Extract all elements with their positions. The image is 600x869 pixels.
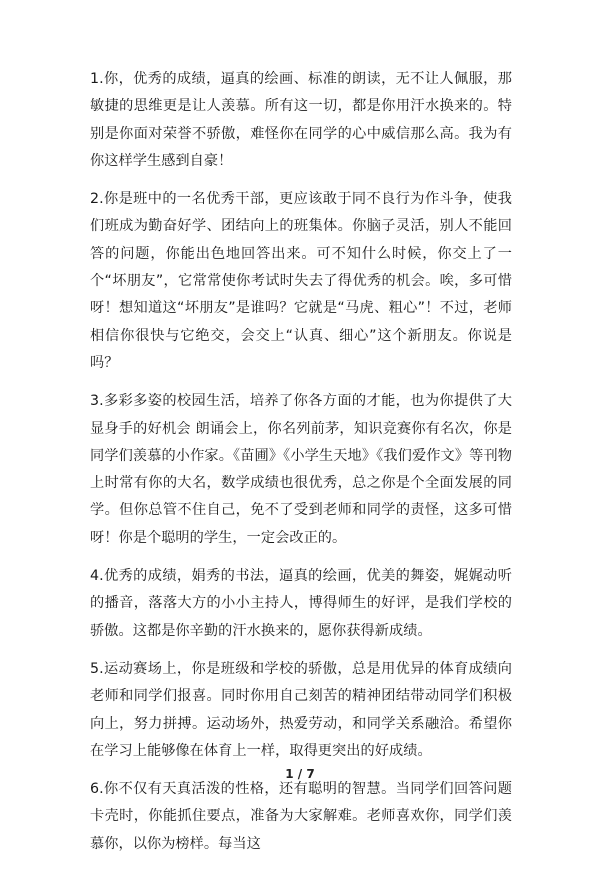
paragraph-3: 3.多彩多姿的校园生活，培养了你各方面的才能，也为你提供了大显身手的好机会 朗诵会上，你名列前茅，知识竞赛你有名次，你是同学们羡慕的小作家。《苗圃》《小学生天地》《我们爱作文》等刊物上时常有你的大名，数学成绩也很优秀，总之你是个全面发展的同学。但你总管不住自己，免不了受到老师和同学的责怪，这多可惜呀！你是个聪明的学生，一定会改正的。 — [90, 393, 512, 546]
paragraph-1: 1.你，优秀的成绩，逼真的绘画、标准的朗读，无不让人佩服，那敏捷的思维更是让人羡慕。所有这一切，都是你用汗水换来的。特别是你面对荣誉不骄傲，难怪你在同学的心中威信那么高。我为有你这样学生感到自豪！ — [90, 71, 512, 169]
paragraph-5: 5.运动赛场上，你是班级和学校的骄傲，总是用优异的体育成绩向老师和同学们报喜。同时你用自己刻苦的精神团结带动同学们积极向上，努力拼搏。运动场外，热爱劳动，和同学关系融洽。希望你在学习上能够像在体育上一样，取得更突出的好成绩。 — [90, 660, 512, 759]
page-number: 1 / 7 — [285, 767, 315, 781]
document-body — [90, 66, 512, 869]
paragraph-6: 6.你不仅有天真活泼的性格，还有聪明的智慧。当同学们回答问题卡壳时，你能抓住要点，准备为大家解难。老师喜欢你，同学们羡慕你，以你为榜样。每当这 — [90, 781, 512, 852]
paragraph-4: 4.优秀的成绩，娟秀的书法，逼真的绘画，优美的舞姿，娓娓动听的播音，落落大方的小小主持人，博得师生的好评，是我们学校的骄傲。这都是你辛勤的汗水换来的，愿你获得新成绩。 — [90, 568, 512, 639]
paragraph-2: 2.你是班中的一名优秀干部，更应该敢于同不良行为作斗争，使我们班成为勤奋好学、团结向上的班集体。你脑子灵活，别人不能回答的问题，你能出色地回答出来。可不知什么时候，你交上了一个“坏朋友”，它常常使你考试时失去了得优秀的机会。唉，多可惜呀！想知道这“坏朋友”是谁吗？它就是“马虎、粗心”！不过，老师相信你很快与它绝交，会交上“认真、细心”这个新朋友。你说是吗？ — [90, 191, 512, 371]
